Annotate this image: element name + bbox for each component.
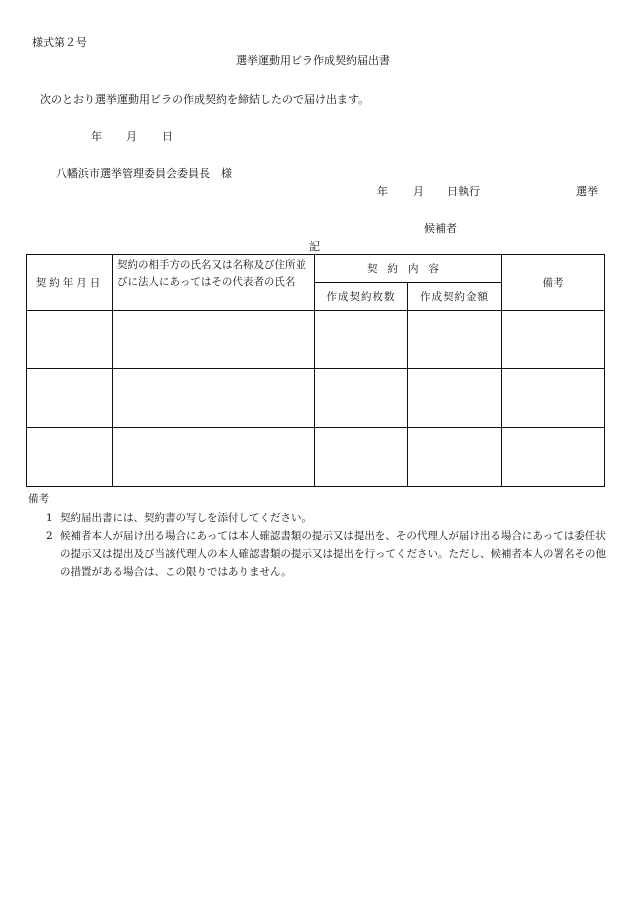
election-month-label: 月 [413, 185, 424, 198]
cell-amount[interactable] [408, 369, 502, 428]
form-number: 様式第２号 [32, 36, 87, 49]
note-text: 候補者本人が届け出る場合にあっては本人確認書類の提示又は提出を、その代理人が届け出る場合にあっては委任状の提示又は提出及び当該代理人の本人確認書類の提示又は提出を行ってください。ただし、候補者本人の署名その他の措置がある場合は、この限りではありません。 [60, 530, 606, 578]
date-year-label: 年 [91, 130, 102, 143]
cell-quantity[interactable] [315, 311, 408, 369]
cell-contract-date[interactable] [27, 311, 113, 369]
cell-remarks[interactable] [502, 369, 605, 428]
cell-remarks[interactable] [502, 311, 605, 369]
election-day-execution-label: 日執行 [447, 185, 480, 198]
election-year-label: 年 [377, 185, 388, 198]
table-row [27, 311, 605, 369]
note-number: 1 [46, 512, 53, 524]
notes-heading: 備考 [28, 493, 49, 505]
notes-section [28, 490, 608, 581]
contract-table [26, 254, 605, 487]
header-contract-content: 契約内容 [315, 255, 502, 283]
election-label: 選挙 [576, 185, 598, 198]
note-item [28, 527, 608, 581]
cell-contract-party[interactable] [113, 369, 315, 428]
table-row [27, 369, 605, 428]
cell-quantity[interactable] [315, 369, 408, 428]
cell-contract-date[interactable] [27, 369, 113, 428]
header-quantity: 作成契約枚数 [315, 283, 408, 311]
cell-amount[interactable] [408, 428, 502, 487]
header-remarks: 備考 [502, 255, 605, 311]
header-amount: 作成契約金額 [408, 283, 502, 311]
header-contract-date: 契約年月日 [27, 255, 113, 311]
addressee: 八幡浜市選挙管理委員会委員長 様 [56, 167, 232, 180]
note-item [28, 509, 608, 527]
table-header-row [27, 255, 605, 283]
cell-amount[interactable] [408, 311, 502, 369]
table-row [27, 428, 605, 487]
cell-contract-party[interactable] [113, 311, 315, 369]
cell-remarks[interactable] [502, 428, 605, 487]
intro-text: 次のとおり選挙運動用ビラの作成契約を締結したので届け出ます。 [40, 93, 370, 106]
cell-contract-date[interactable] [27, 428, 113, 487]
date-day-label: 日 [162, 130, 173, 143]
note-number: 2 [46, 530, 53, 542]
candidate-label: 候補者 [424, 222, 457, 235]
date-month-label: 月 [126, 130, 137, 143]
cell-contract-party[interactable] [113, 428, 315, 487]
document-title: 選挙運動用ビラ作成契約届出書 [236, 54, 390, 67]
header-contract-party: 契約の相手方の氏名又は名称及び住所並びに法人にあってはその代表者の氏名 [113, 255, 315, 311]
note-text: 契約届出書には、契約書の写しを添付してください。 [60, 512, 312, 524]
ki-label: 記 [309, 240, 320, 253]
cell-quantity[interactable] [315, 428, 408, 487]
